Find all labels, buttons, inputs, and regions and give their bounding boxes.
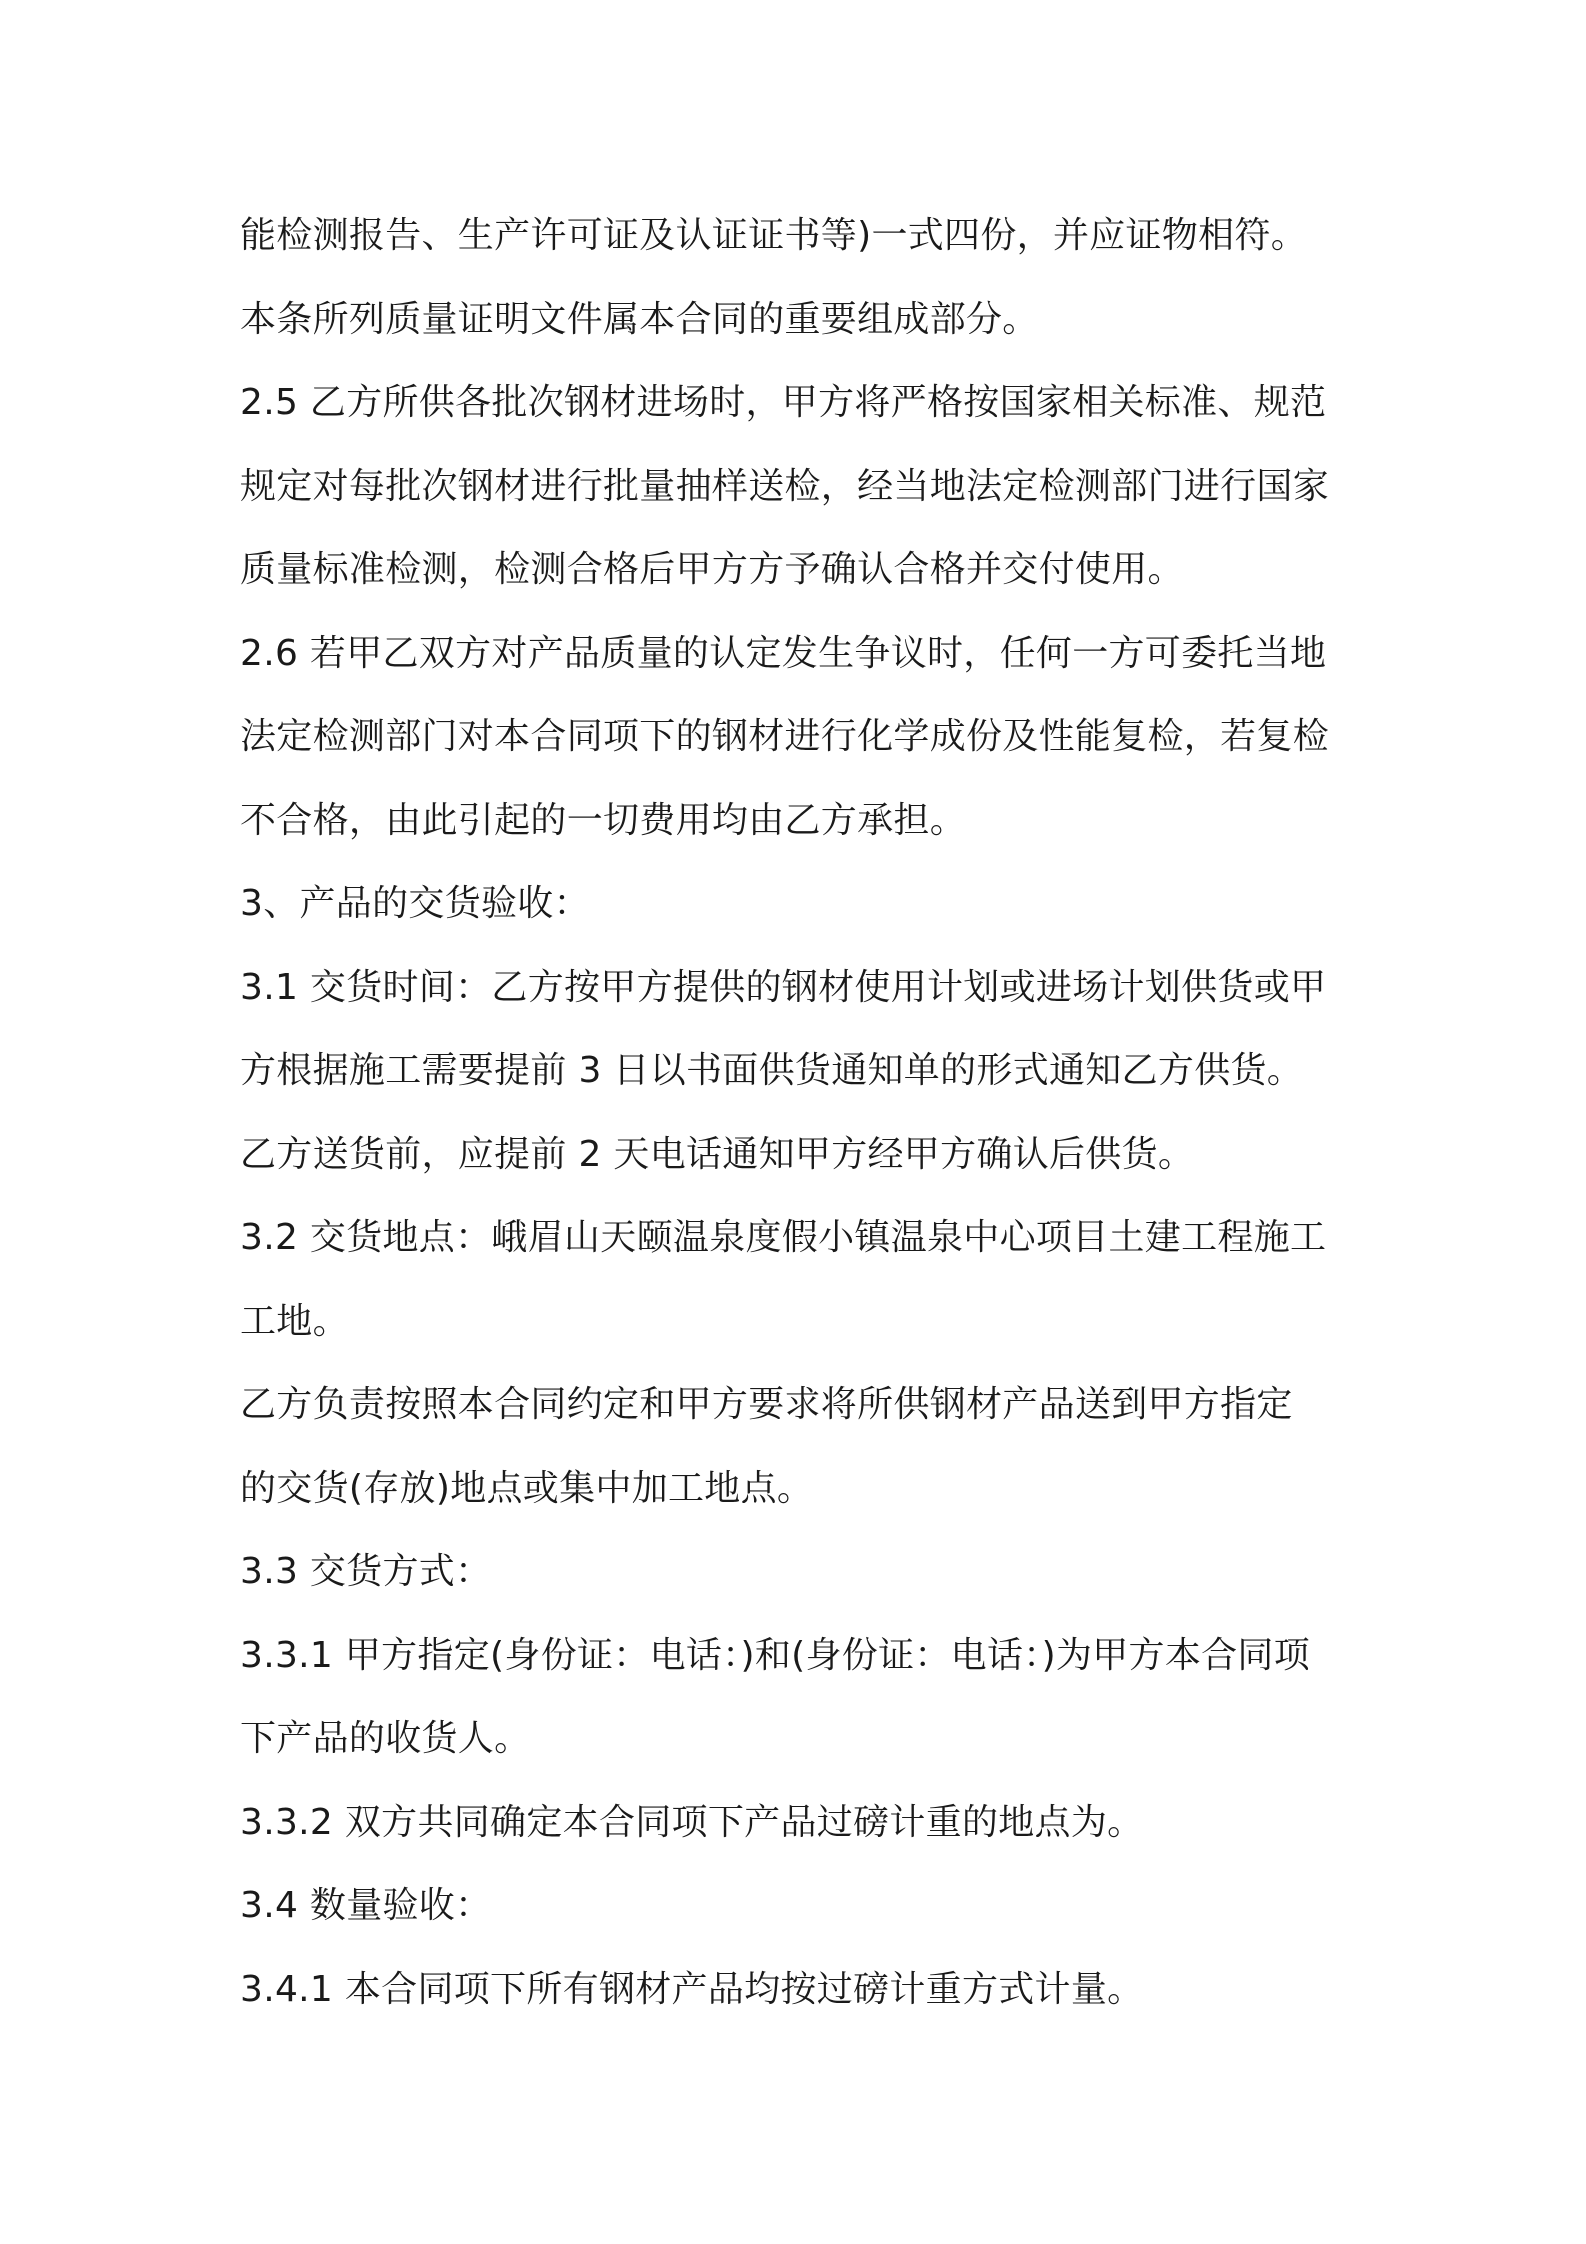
text-line: 的交货(存放)地点或集中加工地点。 <box>240 1467 814 1509</box>
clause-3-4-heading: 3.4 数量验收： <box>240 1885 492 1926</box>
text-line: 乙方负责按照本合同约定和甲方要求将所供钢材产品送到甲方指定 <box>240 1384 1293 1425</box>
text-line: 能检测报告、生产许可证及认证证书等)一式四份，并应证物相符。 <box>240 215 1308 256</box>
contract-text-body <box>240 194 1360 2031</box>
text-line: 下产品的收货人。 <box>240 1718 531 1759</box>
text-line: 规定对每批次钢材进行批量抽样送检，经当地法定检测部门进行国家 <box>240 465 1330 507</box>
clause-3-2-line: 3.2 交货地点：峨眉山天颐温泉度假小镇温泉中心项目土建工程施工 <box>240 1217 1327 1258</box>
text-line: 方根据施工需要提前 3 日以书面供货通知单的形式通知乙方供货。 <box>240 1050 1304 1091</box>
section-3-heading: 3、产品的交货验收： <box>240 883 590 924</box>
clause-3-3-heading: 3.3 交货方式： <box>240 1551 492 1592</box>
clause-3-3-1-line: 3.3.1 甲方指定(身份证：电话：)和(身份证：电话：)为甲方本合同项 <box>240 1634 1311 1676</box>
clause-2-5-line: 2.5 乙方所供各批次钢材进场时，甲方将严格按国家相关标准、规范 <box>240 382 1327 423</box>
clause-3-3-2-line: 3.3.2 双方共同确定本合同项下产品过磅计重的地点为。 <box>240 1801 1144 1843</box>
clause-3-1-line: 3.1 交货时间：乙方按甲方提供的钢材使用计划或进场计划供货或甲 <box>240 966 1327 1008</box>
text-line: 本条所列质量证明文件属本合同的重要组成部分。 <box>240 298 1039 340</box>
text-line: 乙方送货前，应提前 2 天电话通知甲方经甲方确认后供货。 <box>240 1133 1195 1175</box>
clause-2-6-line: 2.6 若甲乙双方对产品质量的认定发生争议时，任何一方可委托当地 <box>240 632 1327 674</box>
text-line: 工地。 <box>240 1300 349 1342</box>
clause-3-4-1-line: 3.4.1 本合同项下所有钢材产品均按过磅计重方式计量。 <box>240 1968 1144 2010</box>
text-line: 不合格，由此引起的一切费用均由乙方承担。 <box>240 799 967 841</box>
text-line: 质量标准检测，检测合格后甲方方予确认合格并交付使用。 <box>240 549 1184 590</box>
text-line: 法定检测部门对本合同项下的钢材进行化学成份及性能复检，若复检 <box>240 716 1330 757</box>
